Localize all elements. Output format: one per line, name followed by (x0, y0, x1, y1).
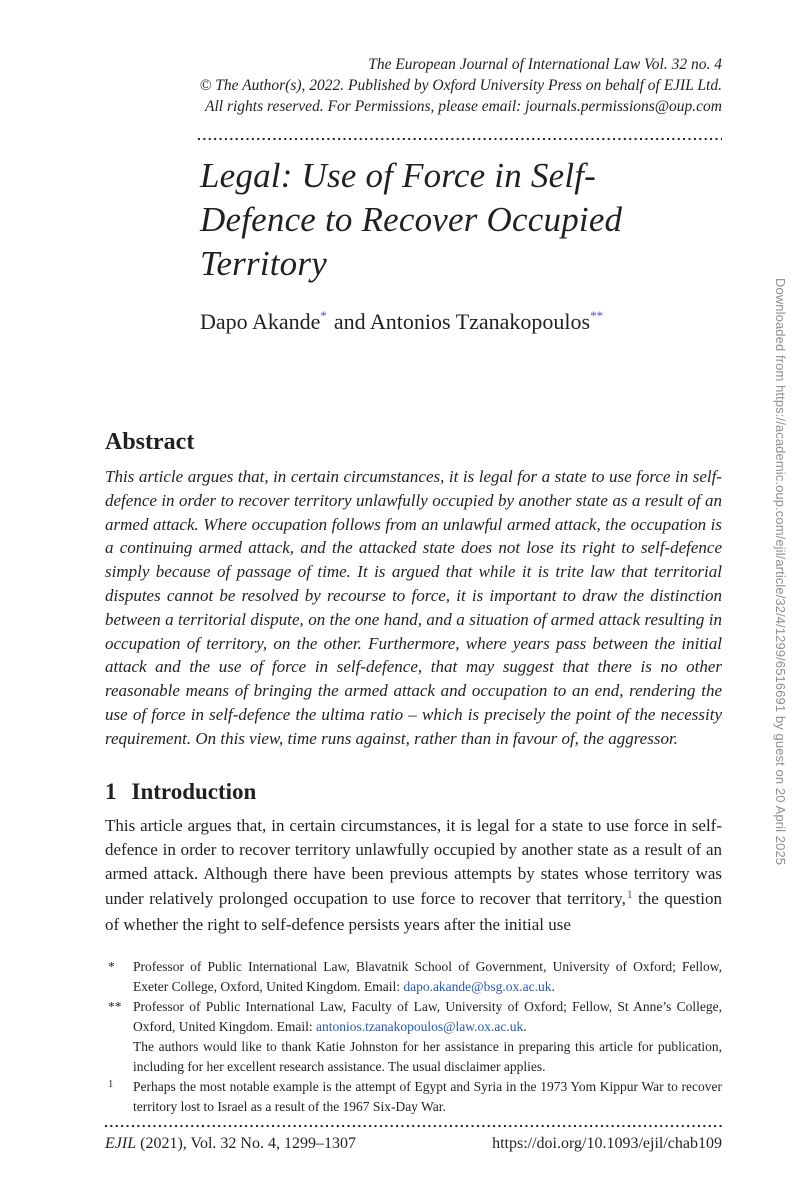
footer-citation (105, 1133, 356, 1155)
author-second-footnote-marker[interactable]: ** (590, 308, 604, 323)
footer-journal-abbrev: EJIL (105, 1134, 137, 1152)
footnote-star-marker: * (108, 958, 115, 974)
author-first-footnote-marker[interactable]: * (320, 308, 327, 323)
footnote-doublestar-period: . (523, 1018, 527, 1034)
footnote-acknowledgement-text: The authors would like to thank Katie Johnston for her assistance in preparing this article for publication, including for her excellent research assistance. The usual disclaimer applies. (133, 1038, 722, 1074)
author-second-email-link[interactable]: antonios.tzanakopoulos@law.ox.ac.uk (315, 1018, 524, 1034)
footnote-star-text: Professor of Public International Law, Blavatnik School of Government, University of Oxford; Fellow, Exeter College, Oxford, United Kingdom. Email: (133, 958, 722, 994)
title-dotted-rule (198, 138, 722, 141)
permissions-line: All rights reserved. For Permissions, please email: journals.permissions@oup.com (205, 98, 722, 115)
author-first-email-link[interactable]: dapo.akande@bsg.ox.ac.uk (403, 978, 552, 994)
footnote-doublestar-text: Professor of Public International Law, Faculty of Law, University of Oxford; Fellow, St Anne’s College, Oxford, United Kingdom. Email: (133, 998, 722, 1034)
abstract-text: This article argues that, in certain circumstances, it is legal for a state to use force in self-defence in order to recover territory unlawfully occupied by another state as a result of an armed attack. Where occupation follows from an unlawful armed attack, the occupation is a continuing armed attack, and the attacked state does not lose its right to self-defence simply because of passage of time. It is argued that while it is trite law that territorial disputes cannot be resolved by recourse to force, it is important to draw the distinction between a territorial dispute, on the one hand, and a situation of armed attack resulting in occupation of territory, on the other. Furthermore, where years pass between the initial attack and the use of force in self-defence, that may suggest that there is no other reasonable means of bringing the armed attack and occupation to an end, rendering the use of force in self-defence the ultima ratio – which is precisely the point of the necessity requirement. On this view, time runs against, rather than in favour of, the aggressor. (105, 467, 722, 748)
abstract-heading: Abstract (105, 429, 195, 455)
journal-header (105, 54, 722, 117)
article-title: Legal: Use of Force in Self-Defence to Recover Occupied Territory (200, 156, 623, 283)
section-title: Introduction (131, 778, 257, 804)
author-first: Dapo Akande (200, 309, 321, 334)
authors-joiner: and (333, 309, 366, 334)
footer-citation-text: (2021), Vol. 32 No. 4, 1299–1307 (136, 1134, 356, 1152)
journal-title-line: The European Journal of International Law Vol. 32 no. 4 (368, 56, 722, 73)
copyright-line: © The Author(s), 2022. Published by Oxford University Press on behalf of EJIL Ltd. (199, 77, 722, 94)
footnote-one-marker: 1 (108, 1078, 114, 1090)
introduction-paragraph (105, 814, 722, 938)
download-watermark: Downloaded from https://academic.oup.com/ejil/article/32/4/1299/6516691 by guest on 20 April 2025 (773, 278, 788, 866)
footnote-star (105, 957, 722, 997)
authors-line (200, 307, 722, 340)
footnotes-block (105, 957, 722, 1117)
footer-dotted-rule (105, 1125, 722, 1128)
doi-link[interactable]: https://doi.org/10.1093/ejil/chab109 (492, 1134, 722, 1152)
section-heading-introduction (105, 777, 722, 807)
footnote-star-period: . (551, 978, 555, 994)
section-number: 1 (105, 778, 117, 804)
intro-text-before-ref: This article argues that, in certain circumstances, it is legal for a state to use force in self-defence in order to recover territory unlawfully occupied by another state as a result of an armed attack. Although there have been previous attempts by states whose territory was under relatively prolonged occupation to use force to recover that territory, (105, 815, 722, 908)
footnote-one-text: Perhaps the most notable example is the attempt of Egypt and Syria in the 1973 Yom Kippur War to recover territory lost to Israel as a result of the 1967 Six-Day War. (133, 1078, 722, 1114)
author-second: Antonios Tzanakopoulos (369, 309, 591, 334)
page-footer (105, 1133, 722, 1155)
footnote-doublestar (105, 997, 722, 1037)
footnote-doublestar-marker: ** (108, 998, 122, 1014)
footnote-one (105, 1077, 722, 1117)
article-page (105, 0, 722, 1155)
footnote-acknowledgement (105, 1037, 722, 1077)
footnote-1-reference[interactable]: 1 (626, 888, 633, 901)
intro-text-after-ref: the question of whether the right to self-defence persists years after the initial use (105, 888, 722, 935)
